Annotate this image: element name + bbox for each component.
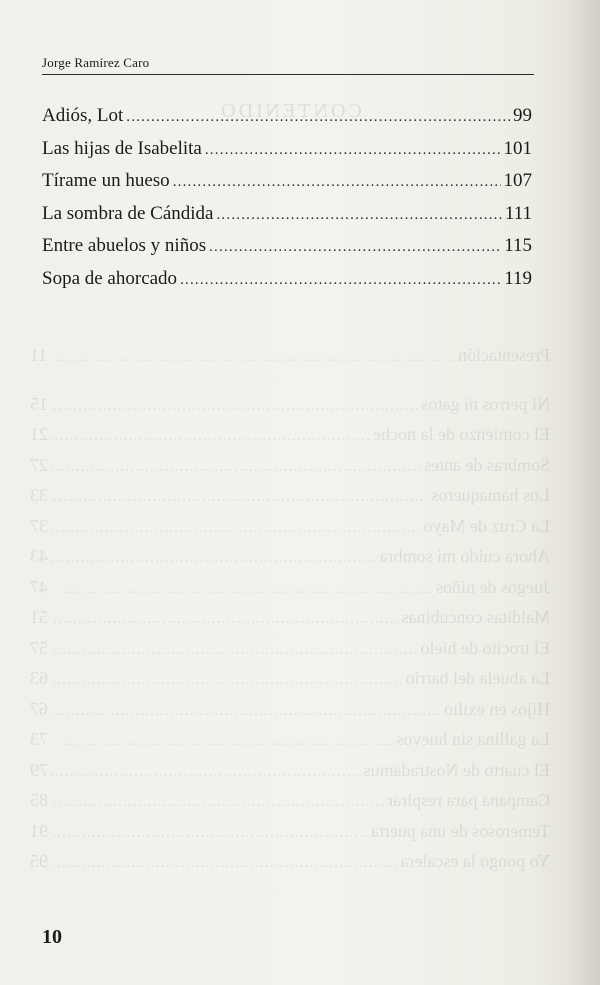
toc-entry — [42, 138, 532, 171]
toc-title: Adiós, Lot — [42, 105, 124, 126]
table-of-contents — [42, 105, 532, 300]
toc-page: 111 — [504, 202, 532, 224]
toc-entry — [42, 235, 532, 268]
show-through-text: Presentación ..... 11 Ni perros ni gatos ..... 15 El comienzo de la noche ..... 21 Sombras de antes ..... 27 Los hamaqueros ..... 33 La Cruz de Mayo ..... 37 Ahora cuido mi sombra ..... 43 Juegos de niños ..... 47 Malditas concubinas ..... 51 El trocito de hielo ..... 57 La abuela del barrio ..... 63 Hijos en exilio ..... 67 La gallina sin huevos ..... 73 El cuarto de Nostradamus ..... 79 Campana para respirar ..... 85 Temerosos de una puerta ..... 91 Yo pongo la escalera ..... 95 — [30, 345, 550, 882]
running-header — [42, 52, 534, 75]
toc-entry — [42, 268, 532, 301]
dot-leader — [180, 272, 501, 289]
dot-leader — [216, 207, 501, 224]
dot-leader — [205, 142, 501, 159]
toc-title: Las hijas de Isabelita — [42, 137, 202, 159]
toc-title: Sopa de ahorcado — [42, 267, 178, 289]
toc-page: 115 — [504, 235, 532, 256]
author-name: Jorge Ramírez Caro — [42, 55, 150, 70]
dot-leader — [209, 239, 501, 256]
dot-leader — [173, 174, 501, 191]
page-number: 10 — [42, 926, 62, 948]
toc-entry — [42, 170, 532, 203]
toc-title: La sombra de Cándida — [42, 202, 214, 224]
toc-title: Tírame un hueso — [42, 170, 170, 191]
toc-entry — [42, 203, 532, 236]
show-through-heading: CONTENIDO — [218, 100, 362, 122]
dot-leader — [126, 109, 510, 126]
toc-page: 119 — [504, 267, 532, 289]
toc-page: 101 — [503, 137, 532, 159]
toc-entry — [42, 105, 532, 138]
toc-page: 107 — [503, 170, 532, 191]
toc-page: 99 — [513, 105, 532, 126]
toc-title: Entre abuelos y niños — [42, 235, 207, 256]
